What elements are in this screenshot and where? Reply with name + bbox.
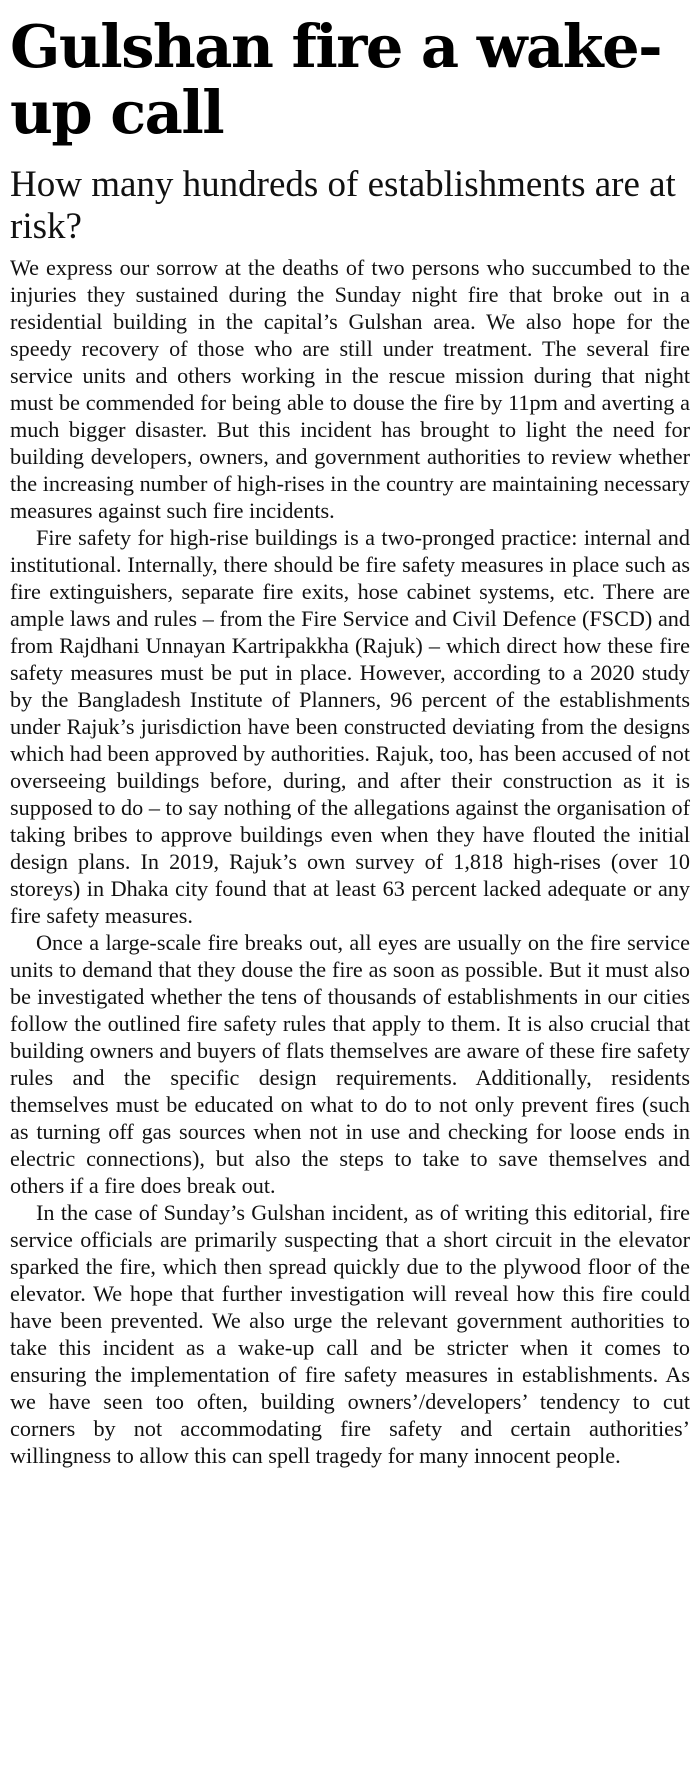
- subheadline: How many hundreds of establishments are at risk?: [10, 164, 676, 247]
- paragraph-1: We express our sorrow at the deaths of two persons who succumbed to the injuries they sustained during the Sunday night fire that broke out in a residential building in the capital’s Gulshan area. We also hope for the speedy recovery of those who are still under treatment. The several fire service units and others working in the rescue mission during that night must be commended for being able to douse the fire by 11pm and averting a much bigger disaster. But this incident has brought to light the need for building developers, owners, and government authorities to review whether the increasing number of high-rises in the country are maintaining necessary measures against such fire incidents.: [10, 255, 690, 523]
- paragraph-3: Once a large-scale fire breaks out, all eyes are usually on the fire service units to demand that they douse the fire as soon as possible. But it must also be investigated whether the tens of thousands of establishments in our cities follow the outlined fire safety rules that apply to them. It is also crucial that building owners and buyers of flats themselves are aware of these fire safety rules and the specific design requirements. Additionally, residents themselves must be educated on what to do to not only prevent fires (such as turning off gas sources when not in use and checking for loose ends in electric connections), but also the steps to take to save themselves and others if a fire does break out.: [10, 930, 690, 1198]
- article-body: [10, 254, 690, 1469]
- headline: Gulshan fire a wake-up call: [10, 12, 662, 147]
- paragraph-2: Fire safety for high-rise buildings is a two-pronged practice: internal and institutional. Internally, there should be fire safety measures in place such as fire extinguishers, separate fire exits, hose cabinet systems, etc. There are ample laws and rules – from the Fire Service and Civil Defence (FSCD) and from Rajdhani Unnayan Kartripakkha (Rajuk) – which direct how these fire safety measures must be put in place. However, according to a 2020 study by the Bangladesh Institute of Planners, 96 percent of the establishments under Rajuk’s jurisdiction have been constructed deviating from the designs which had been approved by authorities. Rajuk, too, has been accused of not overseeing buildings before, during, and after their construction as it is supposed to do – to say nothing of the allegations against the organisation of taking bribes to approve buildings even when they have flouted the initial design plans. In 2019, Rajuk’s own survey of 1,818 high-rises (over 10 storeys) in Dhaka city found that at least 63 percent lacked adequate or any fire safety measures.: [10, 525, 690, 928]
- paragraph-4: In the case of Sunday’s Gulshan incident, as of writing this editorial, fire service officials are primarily suspecting that a short circuit in the elevator sparked the fire, which then spread quickly due to the plywood floor of the elevator. We hope that further investigation will reveal how this fire could have been prevented. We also urge the relevant government authorities to take this incident as a wake-up call and be stricter when it comes to ensuring the implementation of fire safety measures in establishments. As we have seen too often, building owners’/developers’ tendency to cut corners by not accommodating fire safety and certain authorities’ willingness to allow this can spell tragedy for many innocent people.: [10, 1200, 690, 1468]
